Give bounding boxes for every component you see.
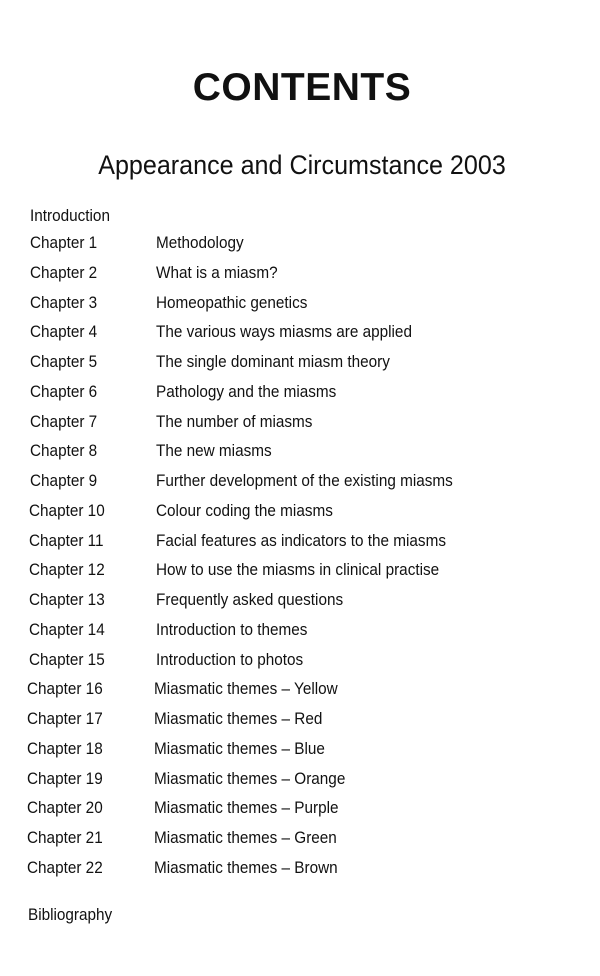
toc-row [0, 709, 600, 733]
chapter-number: Chapter 22 [27, 857, 103, 877]
toc-introduction: Introduction [30, 206, 110, 225]
chapter-number: Chapter 9 [30, 471, 98, 490]
toc-row [0, 858, 600, 882]
toc-row [0, 531, 600, 555]
chapter-number: Chapter 12 [29, 560, 105, 580]
chapter-title: Miasmatic themes – Yellow [154, 679, 338, 699]
chapter-title: Facial features as indicators to the miasms [156, 530, 446, 550]
chapter-title: The single dominant miasm theory [156, 352, 390, 371]
chapter-title: Miasmatic themes – Orange [154, 768, 346, 788]
toc-row [0, 739, 600, 763]
chapter-title: The new miasms [156, 441, 272, 461]
toc-row [0, 471, 600, 495]
chapter-number: Chapter 7 [30, 411, 98, 431]
toc-row [0, 650, 600, 674]
chapter-number: Chapter 1 [30, 233, 98, 252]
chapter-number: Chapter 5 [30, 352, 98, 371]
toc-row [0, 382, 600, 406]
chapter-title: The various ways miasms are applied [156, 322, 412, 342]
chapter-title: Further development of the existing miasms [156, 471, 453, 490]
chapter-title: Introduction to photos [156, 649, 304, 669]
toc-row [0, 352, 600, 376]
chapter-title: Frequently asked questions [156, 590, 344, 609]
toc-row [0, 560, 600, 584]
chapter-number: Chapter 3 [30, 292, 98, 312]
chapter-number: Chapter 6 [30, 381, 98, 401]
chapter-title: Colour coding the miasms [156, 500, 333, 520]
chapter-number: Chapter 2 [30, 262, 98, 282]
toc-row [0, 293, 600, 317]
chapter-title: Pathology and the miasms [156, 381, 337, 401]
chapter-number: Chapter 13 [29, 590, 105, 609]
chapter-number: Chapter 10 [29, 500, 105, 520]
toc-row [0, 501, 600, 525]
chapter-title: What is a miasm? [156, 262, 278, 282]
chapter-title: How to use the miasms in clinical practise [156, 560, 440, 580]
chapter-number: Chapter 8 [30, 441, 98, 461]
chapter-number: Chapter 17 [27, 709, 103, 728]
toc-row [0, 769, 600, 793]
chapter-title: Homeopathic genetics [156, 292, 308, 312]
chapter-number: Chapter 20 [27, 798, 103, 818]
chapter-title: Introduction to themes [156, 619, 308, 639]
toc-row [0, 620, 600, 644]
toc-row [0, 412, 600, 436]
chapter-title: Miasmatic themes – Blue [154, 738, 325, 758]
chapter-number: Chapter 4 [30, 322, 98, 342]
chapter-title: Miasmatic themes – Red [154, 709, 323, 728]
toc-row [0, 798, 600, 822]
chapter-number: Chapter 18 [27, 738, 103, 758]
chapter-number: Chapter 21 [27, 828, 103, 847]
toc-row [0, 679, 600, 703]
chapter-number: Chapter 16 [27, 679, 103, 699]
chapter-number: Chapter 19 [27, 768, 103, 788]
toc-row [0, 441, 600, 465]
book-subtitle: Appearance and Circumstance 2003 [98, 150, 506, 180]
toc-bibliography: Bibliography [28, 905, 113, 924]
chapter-number: Chapter 14 [29, 619, 105, 639]
chapter-title: Methodology [156, 233, 244, 252]
chapter-title: The number of miasms [156, 411, 313, 431]
chapter-number: Chapter 15 [29, 649, 105, 669]
chapter-number: Chapter 11 [29, 530, 104, 550]
toc-row [0, 322, 600, 346]
toc-row [0, 590, 600, 614]
chapter-title: Miasmatic themes – Brown [154, 857, 338, 877]
toc-row [0, 233, 600, 257]
toc-row [0, 828, 600, 852]
toc-row [0, 263, 600, 287]
page-title: CONTENTS [192, 66, 412, 109]
chapter-title: Miasmatic themes – Purple [154, 798, 339, 818]
chapter-title: Miasmatic themes – Green [154, 828, 337, 847]
